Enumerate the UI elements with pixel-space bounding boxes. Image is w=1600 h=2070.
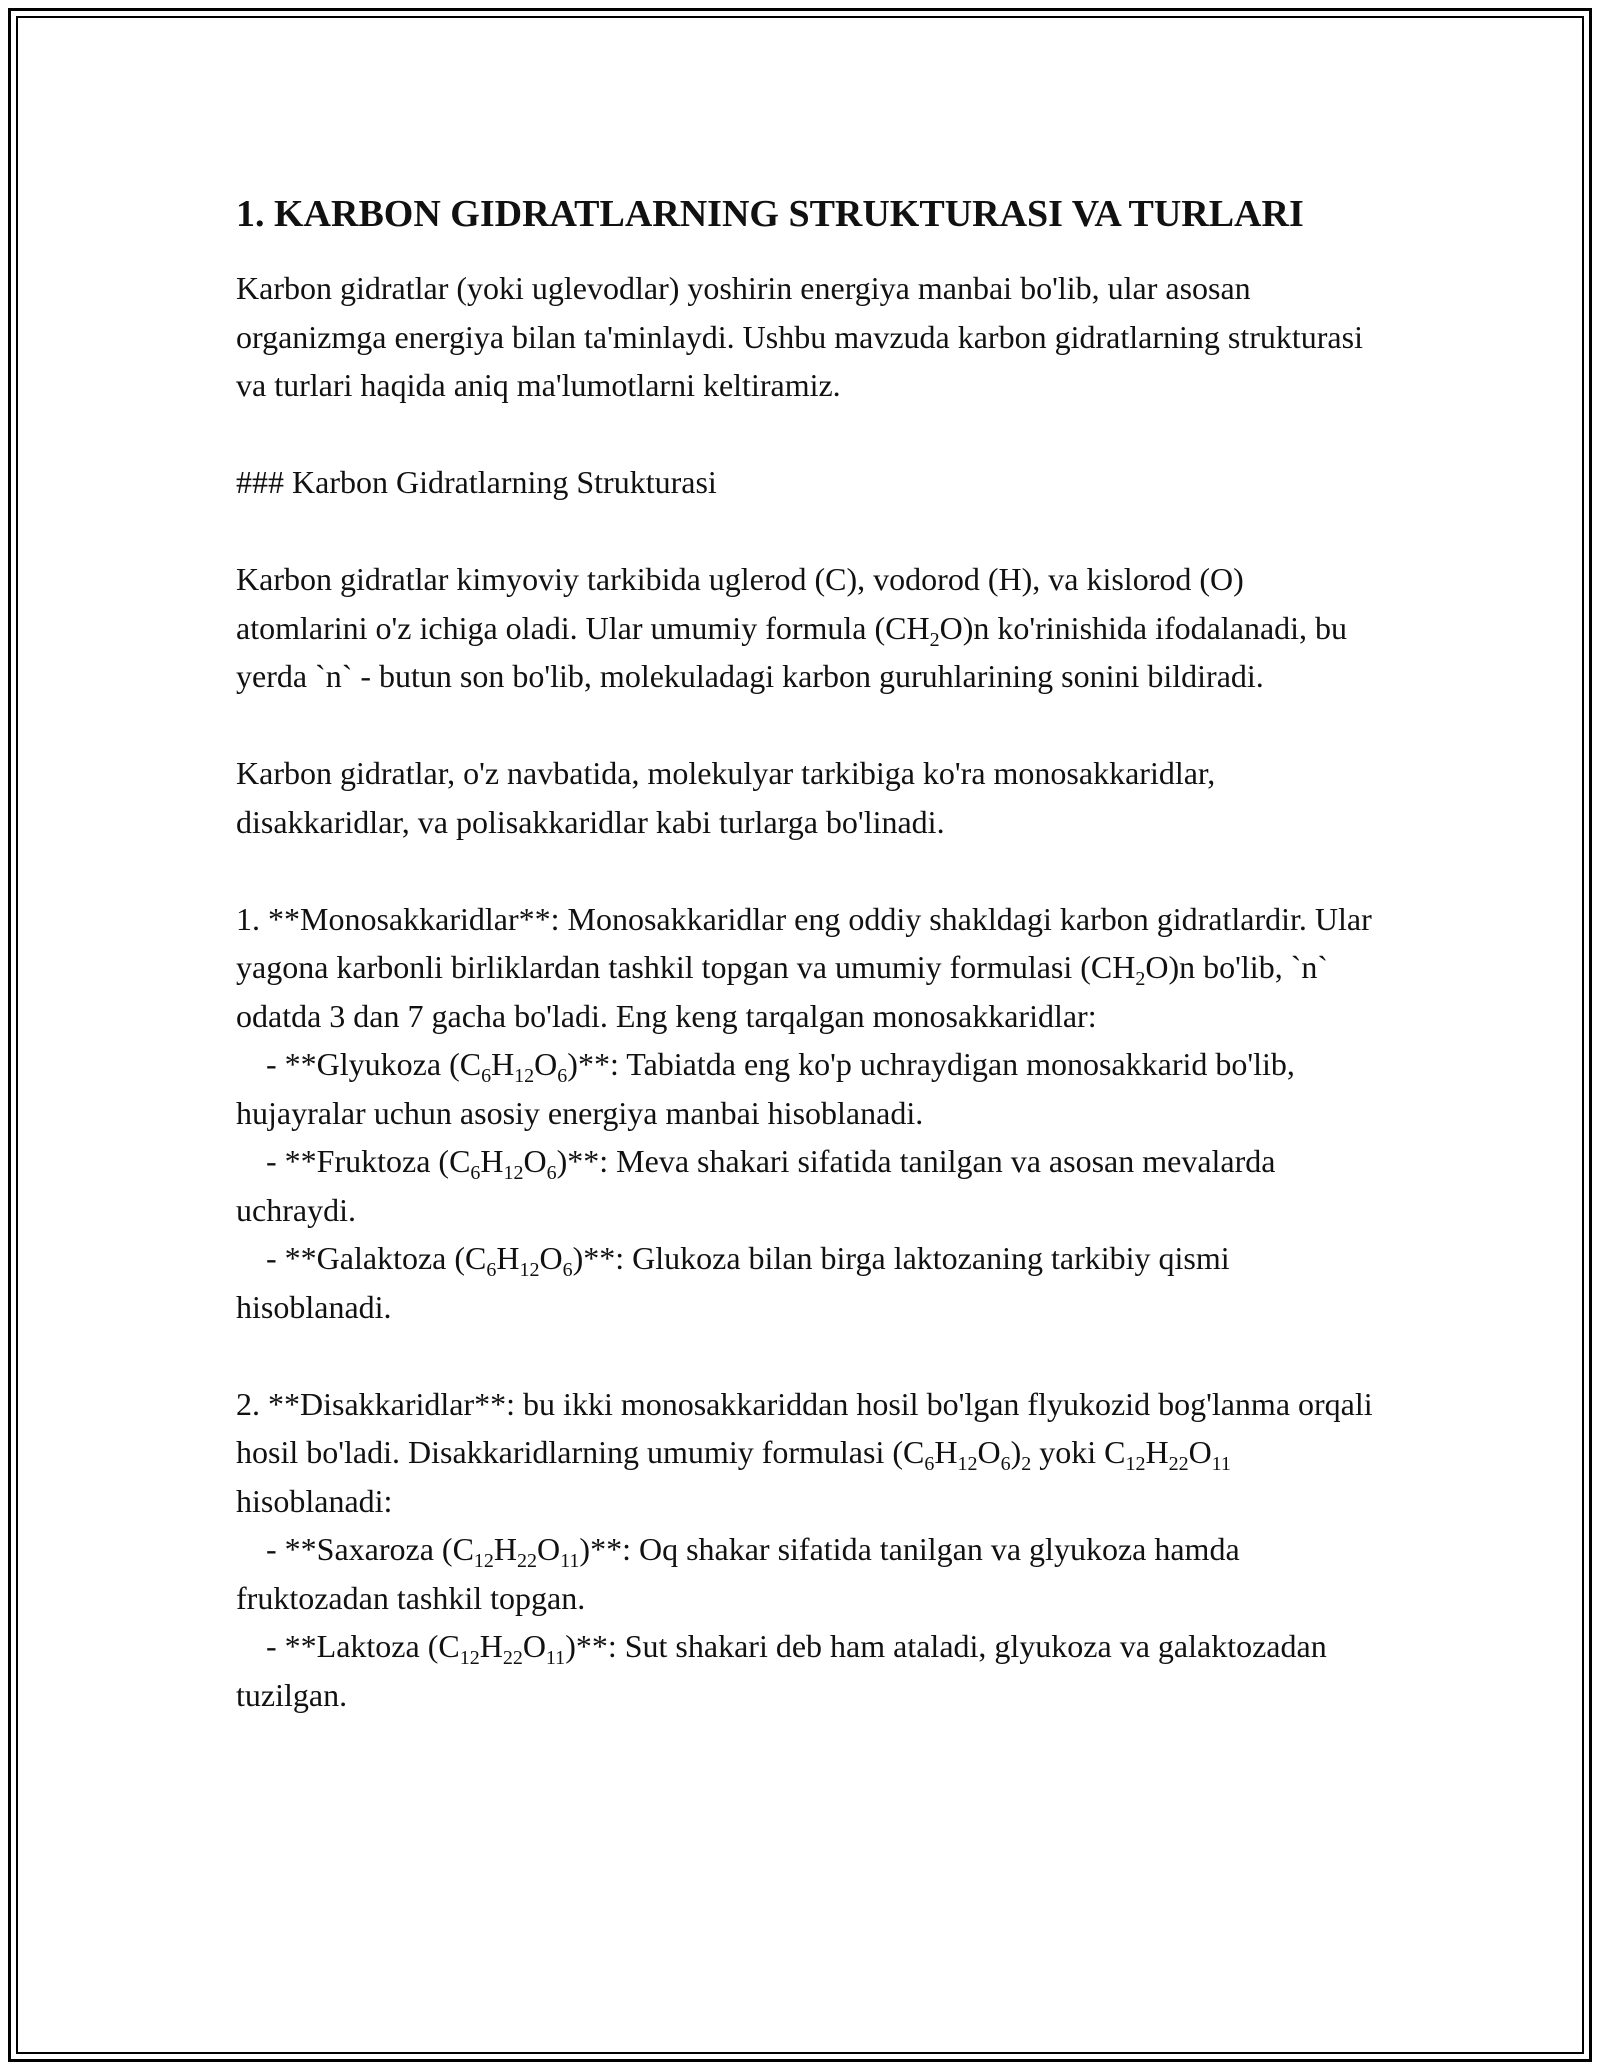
- formula-part: H: [479, 1628, 503, 1664]
- formula-part: O: [539, 1240, 563, 1276]
- subscript: 12: [503, 1162, 524, 1184]
- text-span: O)n bo'lib, `n` odatda 3 dan 7 gacha bo'ladi. Eng keng tarqalgan monosakkaridlar:: [236, 949, 1328, 1034]
- subscript: 22: [1168, 1453, 1189, 1475]
- glyukoza-description: **: Tabiatda eng ko'p uchraydigan monosakkarid bo'lib, hujayralar uchun asosiy energiya manbai hisoblanadi.: [236, 1046, 1295, 1131]
- saxaroza-description: **: Oq shakar sifatida tanilgan va glyukoza hamda fruktozadan tashkil topgan.: [236, 1531, 1240, 1616]
- document-body: [236, 186, 1376, 1719]
- formula-part: H: [493, 1531, 518, 1567]
- fruktoza-description: **: Meva shakari sifatida tanilgan va asosan mevalarda uchraydi.: [236, 1143, 1276, 1228]
- subscript: 6: [557, 1065, 568, 1087]
- saxaroza-label: - **Saxaroza (C: [266, 1531, 474, 1567]
- monosaccharides-paragraph: [236, 895, 1376, 1332]
- subscript: 12: [519, 1259, 540, 1281]
- formula-part: H: [934, 1434, 958, 1470]
- formula-part: O: [522, 1628, 546, 1664]
- fruktoza-label: - **Fruktoza (C: [266, 1143, 471, 1179]
- formula-part: O: [534, 1046, 558, 1082]
- subscript: 22: [502, 1647, 523, 1669]
- subscript: 2: [1135, 968, 1146, 990]
- formula-part: ): [567, 1046, 578, 1082]
- structure-heading: ### Karbon Gidratlarning Strukturasi: [236, 464, 717, 500]
- laktoza-label: - **Laktoza (C: [266, 1628, 460, 1664]
- galaktoza-description: **: Glukoza bilan birga laktozaning tarkibiy qismi hisoblanadi.: [236, 1240, 1230, 1325]
- formula-part: ): [572, 1240, 584, 1276]
- formula-part: ): [579, 1531, 591, 1567]
- text-span: 2. **Disakkaridlar**: bu ikki monosakkariddan hosil bo'lgan flyukozid bog'lanma orqali hosil bo'ladi. Disakkaridlarning umumiy formulasi (C: [236, 1385, 1373, 1470]
- glyukoza-label: - **Glyukoza (C: [266, 1046, 482, 1082]
- formula-part: H: [480, 1143, 504, 1179]
- formula-part: O: [977, 1434, 1001, 1470]
- subscript: 6: [924, 1453, 935, 1475]
- formula-part: H: [496, 1240, 520, 1276]
- subscript: 11: [1211, 1453, 1231, 1475]
- intro-paragraph: Karbon gidratlar (yoki uglevodlar) yoshirin energiya manbai bo'lib, ular asosan organizmga energiya bilan ta'minlaydi. Ushbu mavzuda karbon gidratlarning strukturasi va turlari haqida aniq ma'lumotlarni keltiramiz.: [236, 270, 1363, 403]
- formula-part: O: [523, 1143, 547, 1179]
- subscript: 2: [929, 628, 940, 651]
- text-span: O)n ko'rinishida ifodalanadi, bu yerda `n` - butun son bo'lib, molekuladagi karbon guruhlarining sonini bildiradi.: [236, 609, 1348, 694]
- subscript: 12: [514, 1065, 535, 1087]
- subscript: 2: [1021, 1453, 1032, 1475]
- subscript: 12: [957, 1453, 978, 1475]
- text-span: yoki C: [1031, 1434, 1126, 1470]
- structure-paragraph-1: [236, 555, 1376, 701]
- text-span: 1. **Monosakkaridlar**: Monosakkaridlar eng oddiy shakldagi karbon gidratlardir. Ular yagona karbonli birliklardan tashkil topgan va umumiy formulasi (CH: [236, 900, 1372, 985]
- formula-part: O: [537, 1531, 561, 1567]
- subscript: 6: [562, 1259, 573, 1281]
- formula-part: H: [491, 1046, 515, 1082]
- subscript: 6: [481, 1065, 492, 1087]
- subscript: 6: [486, 1259, 497, 1281]
- formula-part: ): [565, 1628, 576, 1664]
- text-span: Karbon gidratlar kimyoviy tarkibida uglerod (C), vodorod (H), va kislorod (O) atomlarini o'z ichiga oladi. Ular umumiy formula (CH: [236, 561, 1244, 646]
- subscript: 22: [517, 1550, 538, 1572]
- formula-part: ): [556, 1143, 568, 1179]
- document-title: 1. KARBON GIDRATLARNING STRUKTURASI VA TURLARI: [236, 193, 1304, 235]
- subscript: 12: [473, 1550, 494, 1572]
- subscript: 6: [470, 1162, 481, 1184]
- formula-part: H: [1145, 1434, 1169, 1470]
- formula-part: ): [1010, 1434, 1022, 1470]
- subscript: 11: [560, 1550, 580, 1572]
- structure-paragraph-2: Karbon gidratlar, o'z navbatida, molekulyar tarkibiga ko'ra monosakkaridlar, disakkaridlar, va polisakkaridlar kabi turlarga bo'linadi.: [236, 755, 1216, 840]
- subscript: 6: [546, 1162, 557, 1184]
- galaktoza-label: - **Galaktoza (C: [266, 1240, 487, 1276]
- formula-part: O: [1188, 1434, 1212, 1470]
- subscript: 12: [1125, 1453, 1146, 1475]
- subscript: 6: [1000, 1453, 1011, 1475]
- text-span: hisoblanadi:: [236, 1482, 393, 1519]
- subscript: 12: [459, 1647, 480, 1669]
- subscript: 11: [545, 1647, 566, 1669]
- disaccharides-paragraph: [236, 1380, 1376, 1720]
- laktoza-description: **: Sut shakari deb ham ataladi, glyukoza va galaktozadan tuzilgan.: [236, 1628, 1327, 1713]
